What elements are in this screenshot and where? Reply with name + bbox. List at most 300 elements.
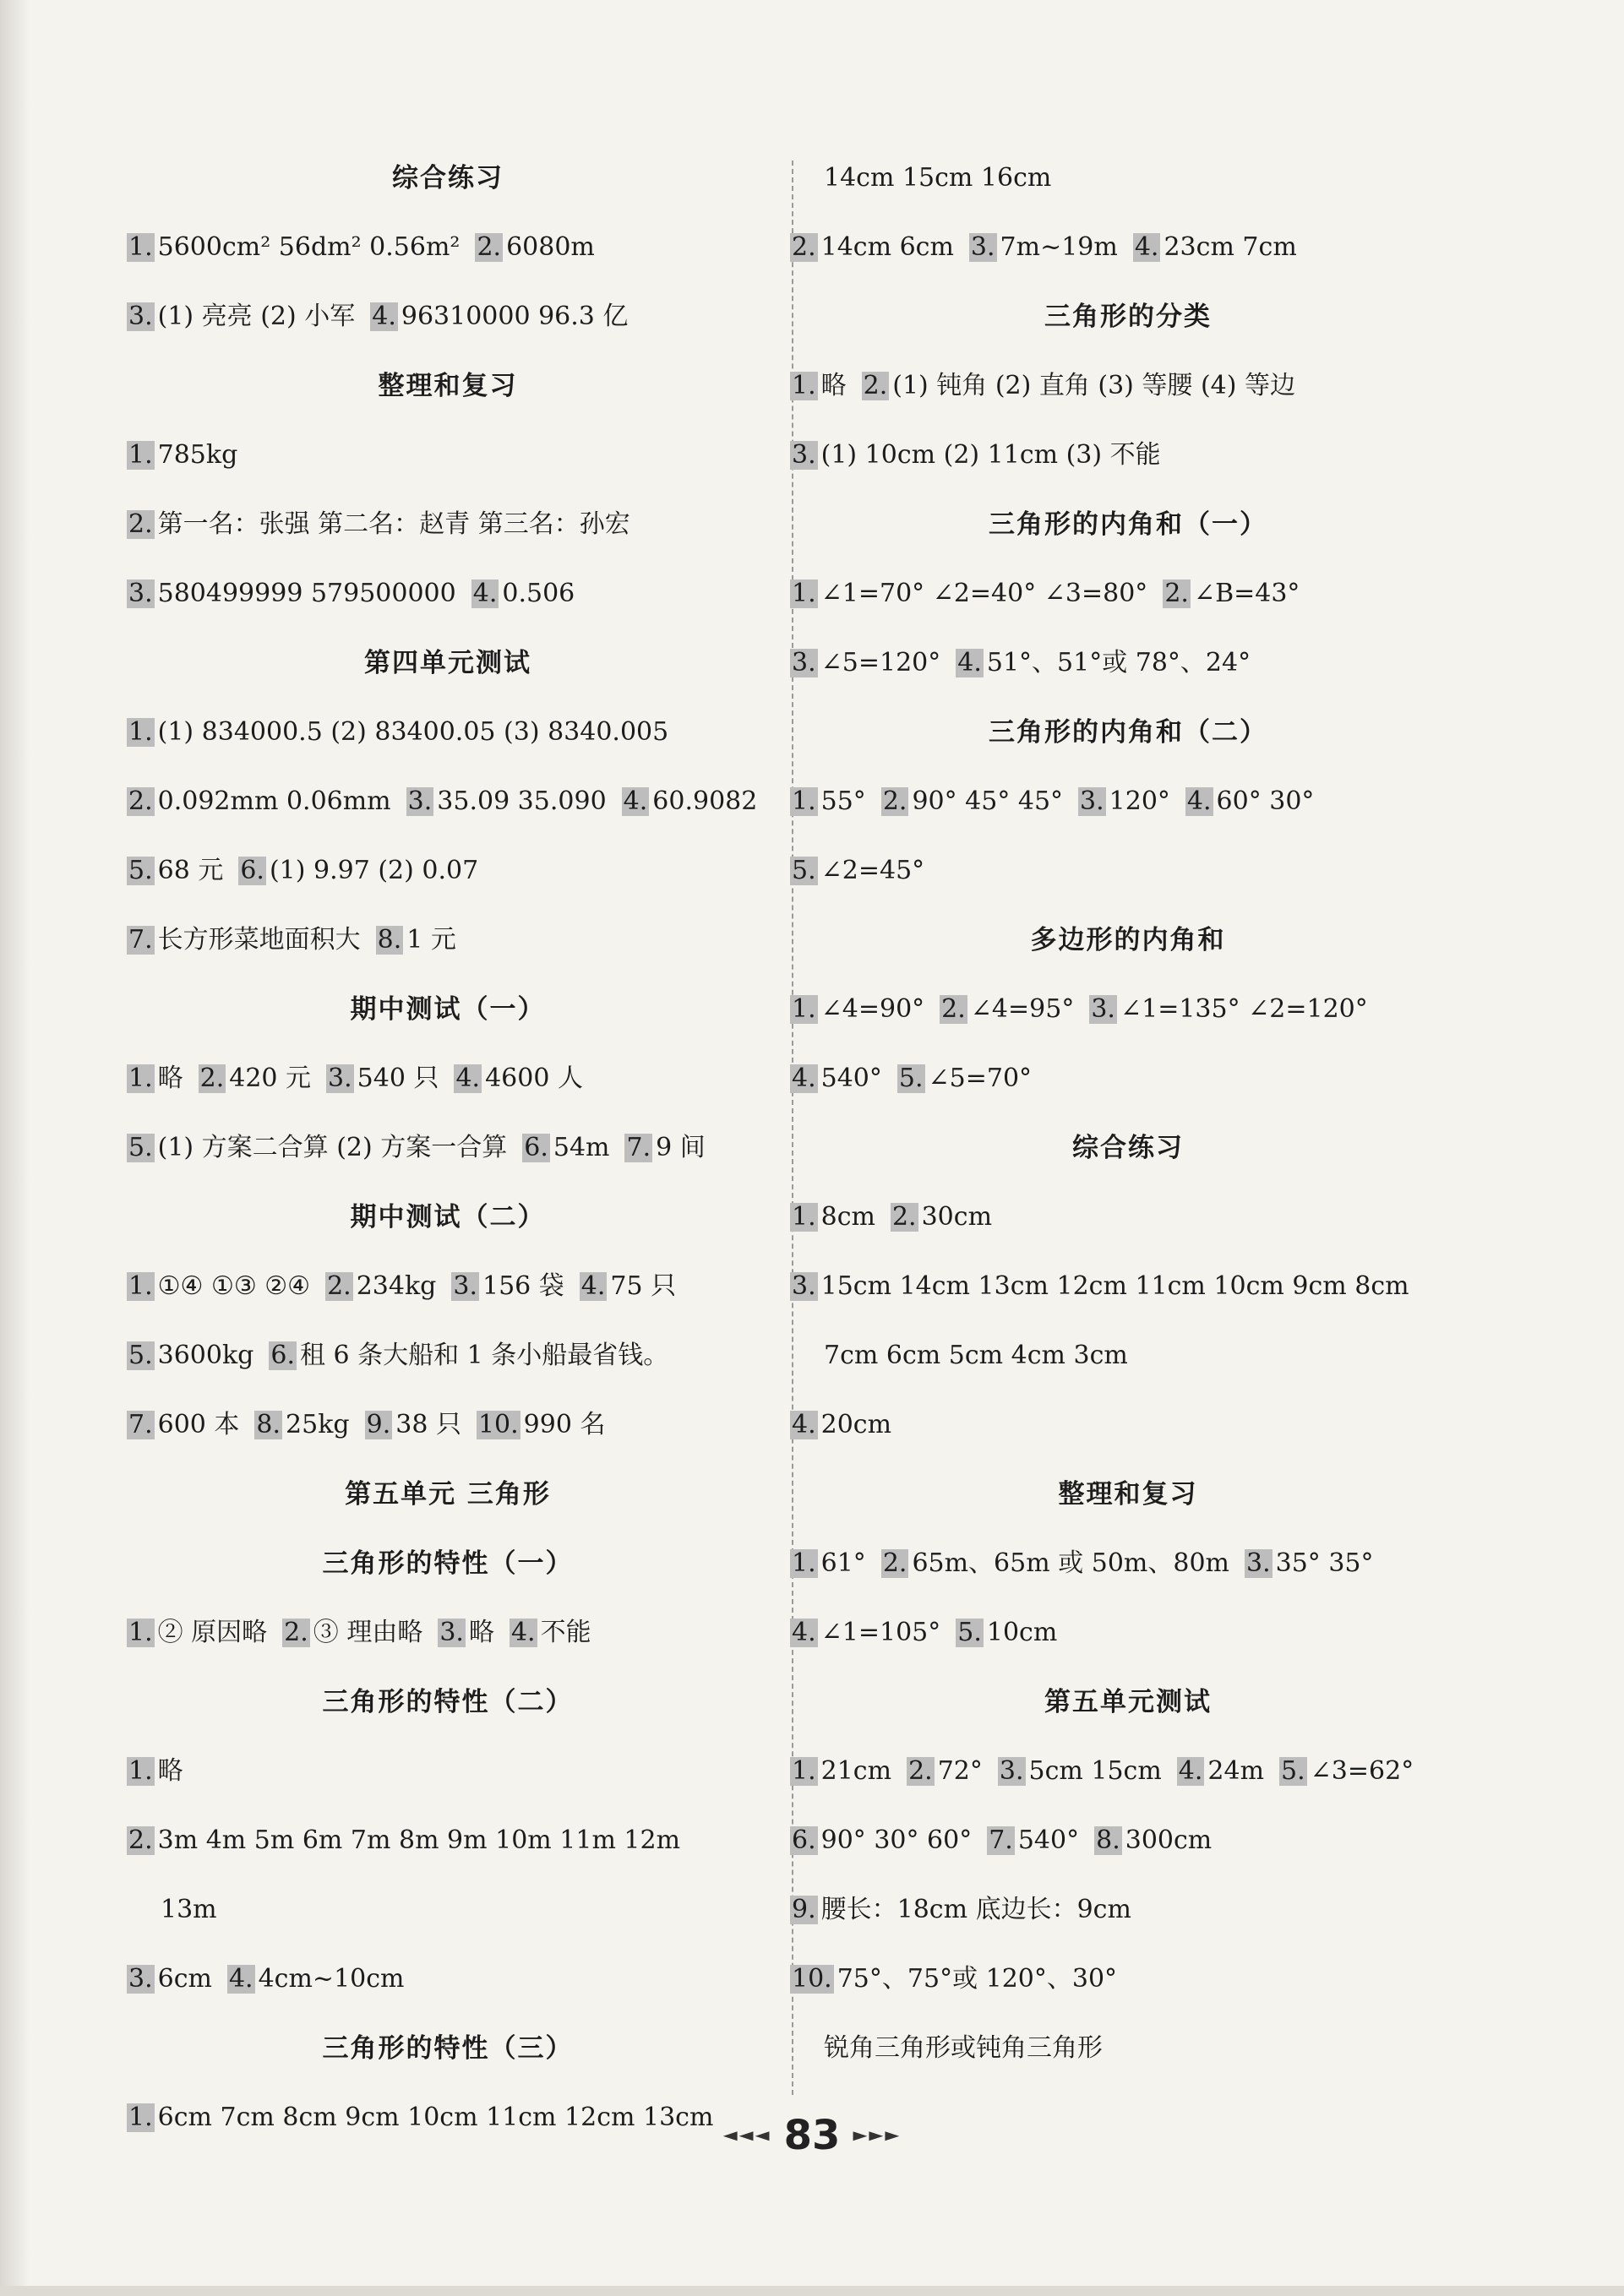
question-number: 8. bbox=[256, 1410, 281, 1439]
question-number: 3. bbox=[128, 579, 153, 608]
question-number: 4. bbox=[1178, 1756, 1203, 1786]
answer-item bbox=[790, 1202, 875, 1232]
question-number: 3. bbox=[128, 302, 153, 331]
answer-item bbox=[790, 856, 924, 885]
question-number: 6. bbox=[792, 1825, 816, 1855]
answer-text: 540° bbox=[1017, 1825, 1080, 1855]
answer-item bbox=[790, 1064, 882, 1093]
answer-text: 72° bbox=[937, 1756, 983, 1786]
question-number: 4. bbox=[372, 302, 396, 331]
question-number: 7. bbox=[989, 1825, 1013, 1855]
answer-item bbox=[325, 1271, 436, 1301]
answer-item bbox=[127, 1756, 183, 1786]
section-title: 期中测试（一） bbox=[350, 994, 546, 1025]
answer-line bbox=[790, 559, 1466, 628]
answer-text: 第一名：张强 第二名：赵青 第三名：孙宏 bbox=[157, 509, 630, 539]
answer-item bbox=[790, 1271, 1409, 1301]
question-number: 2. bbox=[128, 509, 153, 539]
answer-item bbox=[406, 786, 607, 816]
question-number: 5. bbox=[128, 1341, 153, 1370]
answer-item bbox=[127, 1271, 310, 1301]
answer-text: ∠1=135° ∠2=120° bbox=[1120, 994, 1368, 1024]
answer-text: 6cm bbox=[157, 1964, 212, 1994]
question-number: 3. bbox=[128, 1964, 153, 1994]
question-number: 9. bbox=[792, 1895, 816, 1924]
answer-text: ③ 理由略 bbox=[313, 1618, 423, 1647]
answer-text: 540 只 bbox=[357, 1064, 439, 1093]
answer-line bbox=[127, 836, 769, 906]
question-number: 2. bbox=[128, 1825, 153, 1855]
question-number: 8. bbox=[1096, 1825, 1120, 1855]
question-number: 1. bbox=[128, 232, 153, 262]
question-number: 2. bbox=[1164, 579, 1189, 608]
question-number: 4. bbox=[455, 1064, 481, 1093]
section-title: 三角形的内角和（一） bbox=[989, 509, 1267, 540]
question-number: 4. bbox=[1186, 786, 1212, 816]
answer-text: 90° 30° 60° bbox=[820, 1825, 973, 1855]
section-title: 三角形的特性（三） bbox=[322, 2033, 574, 2064]
answer-line bbox=[790, 1529, 1466, 1598]
question-number: 1. bbox=[792, 1548, 816, 1578]
answer-text: 3m 4m 5m 6m 7m 8m 9m 10m 11m 12m bbox=[157, 1825, 681, 1855]
question-number: 7. bbox=[128, 1410, 153, 1439]
answer-item bbox=[624, 1133, 705, 1162]
answer-item bbox=[454, 1064, 583, 1093]
answer-line bbox=[790, 628, 1466, 698]
answer-line bbox=[127, 1113, 769, 1183]
question-number: 3. bbox=[792, 648, 816, 677]
answer-item bbox=[1279, 1756, 1414, 1786]
answer-item bbox=[127, 786, 391, 816]
left-answer-column bbox=[127, 144, 769, 2152]
answer-item bbox=[956, 648, 1251, 677]
answer-item bbox=[127, 1064, 183, 1093]
question-number: 6. bbox=[524, 1133, 548, 1162]
question-number: 1. bbox=[128, 717, 153, 747]
answer-line bbox=[790, 1945, 1466, 2014]
answer-item bbox=[790, 1618, 940, 1647]
answer-text: 略 bbox=[468, 1618, 494, 1647]
answer-item bbox=[477, 1410, 606, 1439]
question-number: 4. bbox=[792, 1618, 816, 1647]
answer-text: 9 间 bbox=[656, 1133, 706, 1162]
answer-item bbox=[790, 786, 866, 816]
question-number: 7. bbox=[626, 1133, 651, 1162]
answer-item bbox=[1177, 1756, 1264, 1786]
question-number: 6. bbox=[270, 1341, 295, 1370]
question-number: 4. bbox=[472, 579, 498, 608]
answer-text: 540° bbox=[820, 1064, 882, 1093]
question-number: 2. bbox=[284, 1618, 308, 1647]
question-number: 3. bbox=[453, 1271, 477, 1301]
section-title: 三角形的内角和（二） bbox=[989, 717, 1267, 748]
answer-text: 20cm bbox=[820, 1410, 892, 1439]
answer-text: 35.09 35.090 bbox=[437, 786, 607, 816]
page-bottom-edge bbox=[0, 2286, 1624, 2296]
section-title: 第五单元 三角形 bbox=[345, 1479, 551, 1510]
answer-text: 14cm 6cm bbox=[820, 232, 954, 262]
question-number: 2. bbox=[863, 371, 888, 400]
answer-line bbox=[790, 1390, 1466, 1460]
answer-item bbox=[940, 994, 1074, 1024]
left-arrows-icon: ◄◄◄ bbox=[722, 2125, 771, 2146]
answer-text: 38 只 bbox=[395, 1410, 461, 1439]
question-number: 2. bbox=[327, 1271, 352, 1301]
answer-text: (1) 方案二合算 (2) 方案一合算 bbox=[157, 1133, 508, 1162]
answer-item bbox=[127, 1618, 267, 1647]
question-number: 3. bbox=[999, 1756, 1024, 1786]
answer-text: 0.506 bbox=[502, 579, 575, 608]
answer-text: ∠1=105° bbox=[820, 1618, 941, 1647]
answer-text: 略 bbox=[157, 1756, 183, 1786]
answer-text: 30cm bbox=[921, 1202, 993, 1232]
answer-text: 0.092mm 0.06mm bbox=[157, 786, 391, 816]
answer-item bbox=[897, 1064, 1032, 1093]
question-number: 4. bbox=[623, 786, 648, 816]
question-number: 2. bbox=[128, 786, 153, 816]
answer-item bbox=[891, 1202, 992, 1232]
question-number: 1. bbox=[128, 1618, 153, 1647]
answer-line bbox=[127, 767, 769, 836]
answer-text: ∠3=62° bbox=[1310, 1756, 1414, 1786]
answer-item bbox=[790, 1895, 1131, 1924]
answer-text: 7m~19m bbox=[1000, 232, 1118, 262]
question-number: 5. bbox=[898, 1064, 924, 1093]
answer-item bbox=[790, 371, 847, 400]
answer-item bbox=[956, 1618, 1057, 1647]
question-number: 2. bbox=[891, 1202, 917, 1232]
answer-line bbox=[127, 1321, 769, 1390]
question-number: 1. bbox=[792, 1756, 816, 1786]
question-number: 5. bbox=[128, 856, 153, 885]
answer-text: 785kg bbox=[157, 440, 238, 470]
continuation-line: 7cm 6cm 5cm 4cm 3cm bbox=[824, 1341, 1128, 1370]
question-number: 1. bbox=[128, 1271, 153, 1301]
question-number: 3. bbox=[970, 232, 995, 262]
answer-line bbox=[127, 282, 769, 351]
continuation-line: 14cm 15cm 16cm bbox=[824, 163, 1052, 193]
answer-item bbox=[227, 1964, 405, 1994]
question-number: 4. bbox=[580, 1271, 606, 1301]
question-number: 2. bbox=[882, 1548, 907, 1578]
page-footer bbox=[0, 2112, 1624, 2159]
answer-item bbox=[790, 1964, 1117, 1994]
answer-text: 租 6 条大船和 1 条小船最省钱。 bbox=[299, 1341, 669, 1370]
answer-item bbox=[862, 371, 1295, 400]
answer-text: 8cm bbox=[820, 1202, 875, 1232]
answer-text: (1) 钝角 (2) 直角 (3) 等腰 (4) 等边 bbox=[892, 371, 1295, 400]
answer-item bbox=[326, 1064, 439, 1093]
answer-item bbox=[522, 1133, 609, 1162]
answer-item bbox=[451, 1271, 564, 1301]
answer-line bbox=[790, 767, 1466, 836]
answer-item bbox=[127, 1964, 212, 1994]
answer-text: 300cm bbox=[1125, 1825, 1213, 1855]
question-number: 3. bbox=[1080, 786, 1104, 816]
answer-item bbox=[127, 302, 355, 331]
question-number: 1. bbox=[128, 440, 153, 470]
answer-item bbox=[790, 440, 1161, 470]
question-number: 2. bbox=[882, 786, 907, 816]
question-number: 3. bbox=[407, 786, 433, 816]
answer-item bbox=[254, 1410, 349, 1439]
answer-line bbox=[790, 1875, 1466, 1945]
answer-text: ①④ ①③ ②④ bbox=[157, 1271, 311, 1301]
answer-item bbox=[790, 994, 924, 1024]
answer-item bbox=[790, 1548, 866, 1578]
answer-text: 10cm bbox=[986, 1618, 1058, 1647]
answer-text: 65m、65m 或 50m、80m bbox=[912, 1548, 1229, 1578]
answer-text: 75 只 bbox=[610, 1271, 677, 1301]
answer-item bbox=[1245, 1548, 1374, 1578]
answer-line bbox=[127, 1945, 769, 2014]
answer-text: 6080m bbox=[506, 232, 595, 262]
answer-text: 略 bbox=[820, 371, 847, 400]
question-number: 2. bbox=[792, 232, 816, 262]
answer-text: (1) 亮亮 (2) 小军 bbox=[157, 302, 356, 331]
answer-text: 90° 45° 45° bbox=[912, 786, 1064, 816]
question-number: 4. bbox=[792, 1064, 816, 1093]
question-number: 1. bbox=[792, 994, 816, 1024]
question-number: 10. bbox=[477, 1410, 519, 1439]
section-title: 整理和复习 bbox=[378, 371, 518, 401]
answer-item bbox=[969, 232, 1118, 262]
page-number: 83 bbox=[783, 2112, 841, 2159]
section-title: 第四单元测试 bbox=[364, 648, 531, 678]
answer-item bbox=[987, 1825, 1079, 1855]
answer-text: 15cm 14cm 13cm 12cm 11cm 10cm 9cm 8cm bbox=[820, 1271, 1409, 1301]
right-arrows-icon: ►►► bbox=[853, 2125, 902, 2146]
question-number: 3. bbox=[328, 1064, 352, 1093]
question-number: 2. bbox=[941, 994, 966, 1024]
question-number: 7. bbox=[128, 925, 153, 955]
answer-item bbox=[1133, 232, 1297, 262]
question-number: 6. bbox=[240, 856, 264, 885]
question-number: 5. bbox=[1281, 1756, 1305, 1786]
answer-line bbox=[790, 1252, 1466, 1321]
section-title: 第五单元测试 bbox=[1044, 1687, 1212, 1717]
question-number: 4. bbox=[957, 648, 982, 677]
answer-text: ∠5=70° bbox=[928, 1064, 1033, 1093]
continuation-line: 锐角三角形或钝角三角形 bbox=[824, 2033, 1103, 2063]
answer-text: 234kg bbox=[356, 1271, 437, 1301]
question-number: 4. bbox=[792, 1410, 816, 1439]
answer-text: 23cm 7cm bbox=[1164, 232, 1297, 262]
answer-text: 55° bbox=[820, 786, 866, 816]
answer-item bbox=[127, 856, 223, 885]
question-number: 8. bbox=[377, 925, 402, 955]
question-number: 3. bbox=[1091, 994, 1115, 1024]
answer-item bbox=[790, 648, 940, 677]
answer-line bbox=[127, 1044, 769, 1113]
answer-text: ∠B=43° bbox=[1193, 579, 1300, 608]
answer-line bbox=[790, 213, 1466, 282]
answer-line bbox=[790, 1737, 1466, 1806]
question-number: 3. bbox=[439, 1618, 464, 1647]
answer-text: 600 本 bbox=[157, 1410, 240, 1439]
answer-item bbox=[790, 232, 954, 262]
question-number: 2. bbox=[477, 232, 502, 262]
answer-item bbox=[127, 717, 668, 747]
question-number: 2. bbox=[908, 1756, 933, 1786]
answer-line bbox=[127, 1737, 769, 1806]
answer-item bbox=[881, 786, 1063, 816]
answer-text: 5600cm² 56dm² 0.56m² bbox=[157, 232, 460, 262]
answer-item bbox=[1089, 994, 1367, 1024]
answer-text: ∠5=120° bbox=[820, 648, 941, 677]
question-number: 5. bbox=[128, 1133, 153, 1162]
answer-line bbox=[790, 421, 1466, 490]
answer-text: 3600kg bbox=[157, 1341, 254, 1370]
answer-text: 580499999 579500000 bbox=[157, 579, 456, 608]
question-number: 1. bbox=[128, 1064, 153, 1093]
question-number: 1. bbox=[792, 1202, 816, 1232]
answer-item bbox=[282, 1618, 422, 1647]
section-title: 三角形的特性（一） bbox=[322, 1548, 574, 1579]
answer-line bbox=[127, 906, 769, 975]
answer-text: 24m bbox=[1207, 1756, 1265, 1786]
answer-item bbox=[471, 579, 575, 608]
section-title: 三角形的特性（二） bbox=[322, 1687, 574, 1717]
answer-item bbox=[269, 1341, 668, 1370]
question-number: 4. bbox=[1134, 232, 1159, 262]
question-number: 1. bbox=[128, 2103, 153, 2132]
answer-text: ∠2=45° bbox=[820, 856, 925, 885]
answer-item bbox=[475, 232, 594, 262]
answer-item bbox=[790, 1756, 891, 1786]
answer-item bbox=[881, 1548, 1229, 1578]
answer-text: 420 元 bbox=[229, 1064, 312, 1093]
answer-text: 156 袋 bbox=[482, 1271, 564, 1301]
answer-item bbox=[376, 925, 456, 955]
answer-item bbox=[580, 1271, 676, 1301]
answer-text: 51°、51°或 78°、24° bbox=[986, 648, 1251, 677]
answer-line bbox=[127, 698, 769, 767]
answer-text: (1) 9.97 (2) 0.07 bbox=[269, 856, 479, 885]
answer-item bbox=[622, 786, 758, 816]
answer-line bbox=[790, 836, 1466, 906]
answer-item bbox=[998, 1756, 1162, 1786]
answer-item bbox=[127, 509, 630, 539]
answer-text: 35° 35° bbox=[1275, 1548, 1374, 1578]
question-number: 1. bbox=[792, 371, 816, 400]
answer-item bbox=[510, 1618, 591, 1647]
answer-item bbox=[790, 579, 1147, 608]
answer-item bbox=[127, 1341, 253, 1370]
question-number: 3. bbox=[792, 440, 816, 470]
question-number: 5. bbox=[957, 1618, 982, 1647]
answer-item bbox=[438, 1618, 494, 1647]
section-title: 综合练习 bbox=[392, 163, 504, 193]
answer-item bbox=[1163, 579, 1300, 608]
answer-line bbox=[127, 1806, 769, 1875]
answer-item bbox=[370, 302, 628, 331]
answer-text: 腰长：18cm 底边长：9cm bbox=[820, 1895, 1131, 1924]
answer-line bbox=[127, 1598, 769, 1668]
torn-page-edge bbox=[0, 0, 29, 2296]
question-number: 4. bbox=[228, 1964, 253, 1994]
answer-line bbox=[127, 421, 769, 490]
answer-line bbox=[127, 1390, 769, 1460]
answer-item bbox=[127, 440, 237, 470]
answer-item bbox=[127, 1825, 680, 1855]
answer-text: 略 bbox=[157, 1064, 183, 1093]
section-title: 三角形的分类 bbox=[1044, 302, 1212, 332]
question-number: 5. bbox=[792, 856, 816, 885]
answer-text: ∠1=70° ∠2=40° ∠3=80° bbox=[820, 579, 1148, 608]
continuation-line: 13m bbox=[161, 1895, 217, 1924]
answer-item bbox=[127, 1133, 507, 1162]
section-title: 整理和复习 bbox=[1058, 1479, 1198, 1510]
answer-item bbox=[127, 232, 460, 262]
answer-text: 5cm 15cm bbox=[1028, 1756, 1162, 1786]
answer-text: ② 原因略 bbox=[157, 1618, 268, 1647]
answer-item bbox=[1094, 1825, 1212, 1855]
answer-text: 1 元 bbox=[406, 925, 456, 955]
answer-line bbox=[790, 1806, 1466, 1875]
right-answer-column bbox=[790, 144, 1466, 2083]
section-title: 多边形的内角和 bbox=[1030, 925, 1226, 955]
answer-text: 4600 人 bbox=[485, 1064, 583, 1093]
answer-text: 61° bbox=[820, 1548, 866, 1578]
answer-item bbox=[127, 579, 456, 608]
answer-text: 75°、75°或 120°、30° bbox=[837, 1964, 1118, 1994]
answer-line bbox=[127, 559, 769, 628]
answer-text: 21cm bbox=[820, 1756, 892, 1786]
answer-text: 60.9082 bbox=[652, 786, 758, 816]
question-number: 3. bbox=[1246, 1548, 1271, 1578]
question-number: 2. bbox=[199, 1064, 225, 1093]
answer-text: ∠4=95° bbox=[970, 994, 1075, 1024]
answer-text: 120° bbox=[1109, 786, 1170, 816]
question-number: 10. bbox=[792, 1964, 832, 1994]
answer-text: 4cm~10cm bbox=[258, 1964, 405, 1994]
question-number: 1. bbox=[128, 1756, 153, 1786]
answer-line bbox=[790, 975, 1466, 1044]
answer-item bbox=[790, 1825, 972, 1855]
section-title: 综合练习 bbox=[1072, 1133, 1184, 1163]
answer-text: 6cm 7cm 8cm 9cm 10cm 11cm 12cm 13cm bbox=[157, 2103, 714, 2132]
answer-item bbox=[127, 1410, 239, 1439]
answer-item bbox=[127, 925, 361, 955]
question-number: 3. bbox=[792, 1271, 816, 1301]
section-title: 期中测试（二） bbox=[350, 1202, 546, 1232]
answer-text: 不能 bbox=[540, 1618, 591, 1647]
answer-item bbox=[1185, 786, 1315, 816]
answer-item bbox=[907, 1756, 983, 1786]
question-number: 4. bbox=[510, 1618, 536, 1647]
answer-text: (1) 10cm (2) 11cm (3) 不能 bbox=[820, 440, 1161, 470]
answer-text: (1) 834000.5 (2) 83400.05 (3) 8340.005 bbox=[157, 717, 669, 747]
answer-line bbox=[790, 1598, 1466, 1668]
answer-line bbox=[127, 490, 769, 559]
question-number: 1. bbox=[792, 786, 816, 816]
answer-text: 54m bbox=[553, 1133, 610, 1162]
answer-line bbox=[790, 1183, 1466, 1252]
answer-line bbox=[127, 1252, 769, 1321]
answer-line bbox=[790, 1044, 1466, 1113]
answer-item bbox=[238, 856, 478, 885]
answer-text: ∠4=90° bbox=[820, 994, 925, 1024]
answer-item bbox=[1078, 786, 1170, 816]
answer-item bbox=[365, 1410, 461, 1439]
answer-text: 96310000 96.3 亿 bbox=[401, 302, 629, 331]
answer-text: 25kg bbox=[286, 1410, 350, 1439]
answer-text: 68 元 bbox=[157, 856, 224, 885]
answer-text: 长方形菜地面积大 bbox=[157, 925, 361, 955]
question-number: 1. bbox=[792, 579, 816, 608]
question-number: 9. bbox=[366, 1410, 391, 1439]
